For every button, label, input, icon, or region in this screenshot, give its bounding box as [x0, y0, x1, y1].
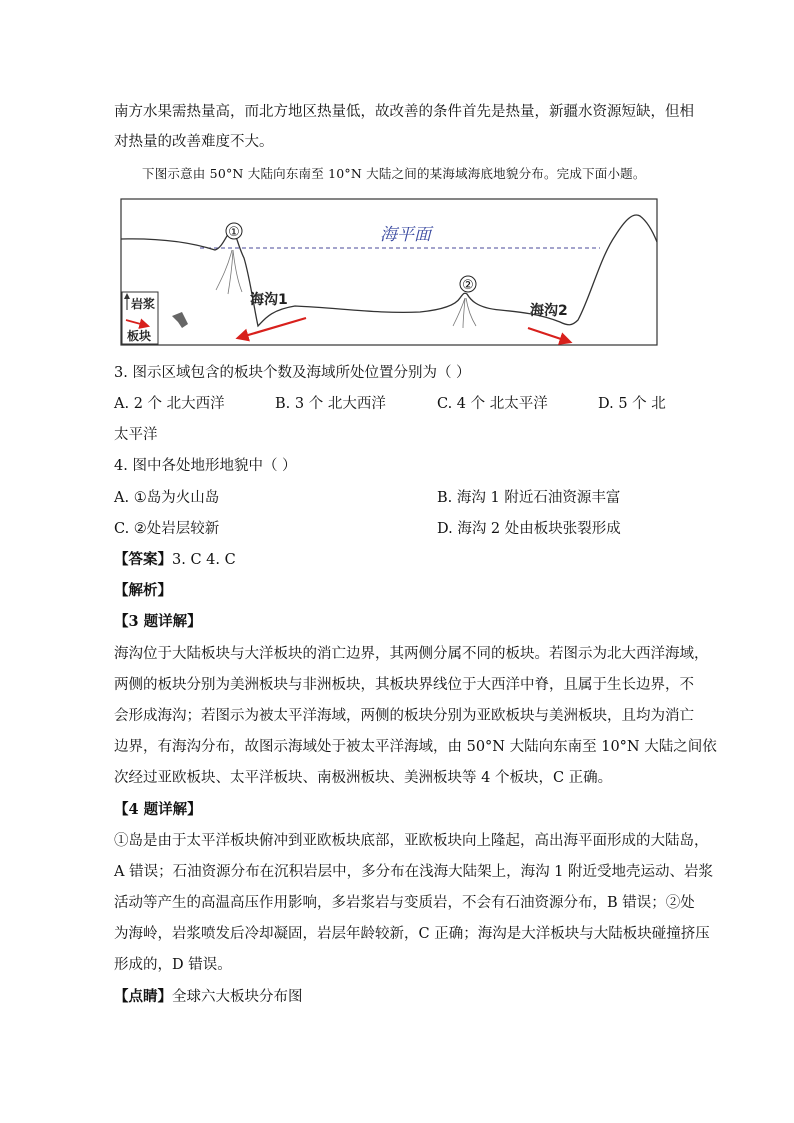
legend-plate-label: 板块: [127, 329, 152, 343]
q4-option-b: B. 海沟 1 附近石油资源丰富: [437, 490, 621, 506]
seafloor-profile-figure: [120, 198, 658, 346]
detail-4-line-5: 形成的，D 错误。: [114, 957, 232, 973]
detail-4-label: 【4 题详解】: [114, 801, 202, 818]
marker-2: ②: [462, 278, 474, 293]
detail-3-line-1: 海沟位于大陆板块与大洋板块的消亡边界，其两侧分属不同的板块。若图示为北大西洋海域，: [114, 646, 709, 662]
intro-line-1: 南方水果需热量高，而北方地区热量低，故改善的条件首先是热量，新疆水资源短缺，但相: [114, 104, 694, 120]
q4-option-c: C. ②处岩层较新: [114, 521, 220, 537]
detail-4-line-1: ①岛是由于太平洋板块俯冲到亚欧板块底部，亚欧板块向上隆起，高出海平面形成的大陆岛，: [114, 833, 709, 849]
detail-4-line-2: A 错误；石油资源分布在沉积岩层中，多分布在浅海大陆架上，海沟 1 附近受地壳运动、岩浆: [114, 864, 714, 880]
tip-text: 全球六大板块分布图: [172, 989, 303, 1005]
answer-label: 【答案】: [114, 551, 172, 568]
figure-frame: [121, 199, 657, 345]
tip-label: 【点睛】: [114, 988, 172, 1005]
tip-line: [114, 987, 674, 1007]
q3-option-a: A. 2 个 北大西洋: [114, 396, 225, 412]
detail-3-label: 【3 题详解】: [114, 613, 202, 630]
trench-1-label: 海沟1: [250, 292, 288, 308]
detail-4-line-4: 为海岭，岩浆喷发后冷却凝固，岩层年龄较新，C 正确；海沟是大洋板块与大陆板块碰撞挤压: [114, 926, 710, 942]
q3-option-b: B. 3 个 北大西洋: [275, 396, 386, 412]
q3-option-d-cont: 太平洋: [114, 427, 158, 443]
detail-3-line-3: 会形成海沟；若图示为被太平洋海域，两侧的板块分别为亚欧板块与美洲板块，且均为消亡: [114, 708, 694, 724]
trench-2-label: 海沟2: [530, 303, 568, 319]
marker-1: ①: [228, 225, 240, 240]
sea-level-label: 海平面: [380, 225, 431, 245]
legend-magma-label: 岩浆: [131, 297, 156, 311]
figure-caption: 下图示意由 50°N 大陆向东南至 10°N 大陆之间的某海域海底地貌分布。完成下面小题。: [142, 166, 646, 181]
q4-stem: 4. 图中各处地形地貌中（ ）: [114, 458, 297, 474]
answer-text: 3. C 4. C: [172, 552, 236, 568]
q3-option-d: D. 5 个 北: [598, 396, 666, 412]
q4-option-d: D. 海沟 2 处由板块张裂形成: [437, 521, 621, 537]
detail-3-line-5: 次经过亚欧板块、太平洋板块、南极洲板块、美洲板块等 4 个板块，C 正确。: [114, 770, 613, 786]
analysis-label: 【解析】: [114, 582, 172, 599]
intro-line-2: 对热量的改善难度不大。: [114, 134, 274, 150]
answer-line: [114, 550, 674, 570]
q3-option-c: C. 4 个 北太平洋: [437, 396, 548, 412]
q4-option-a: A. ①岛为火山岛: [114, 490, 220, 506]
detail-3-line-2: 两侧的板块分别为美洲板块与非洲板块，其板块界线位于大西洋中脊，且属于生长边界，不: [114, 677, 694, 693]
detail-4-line-3: 活动等产生的高温高压作用影响，多岩浆岩与变质岩，不会有石油资源分布，B 错误；②处: [114, 895, 695, 911]
q3-stem: 3. 图示区域包含的板块个数及海域所处位置分别为（ ）: [114, 365, 471, 381]
detail-3-line-4: 边界，有海沟分布，故图示海域处于被太平洋海域，由 50°N 大陆向东南至 10°N 大陆之间依: [114, 739, 717, 755]
